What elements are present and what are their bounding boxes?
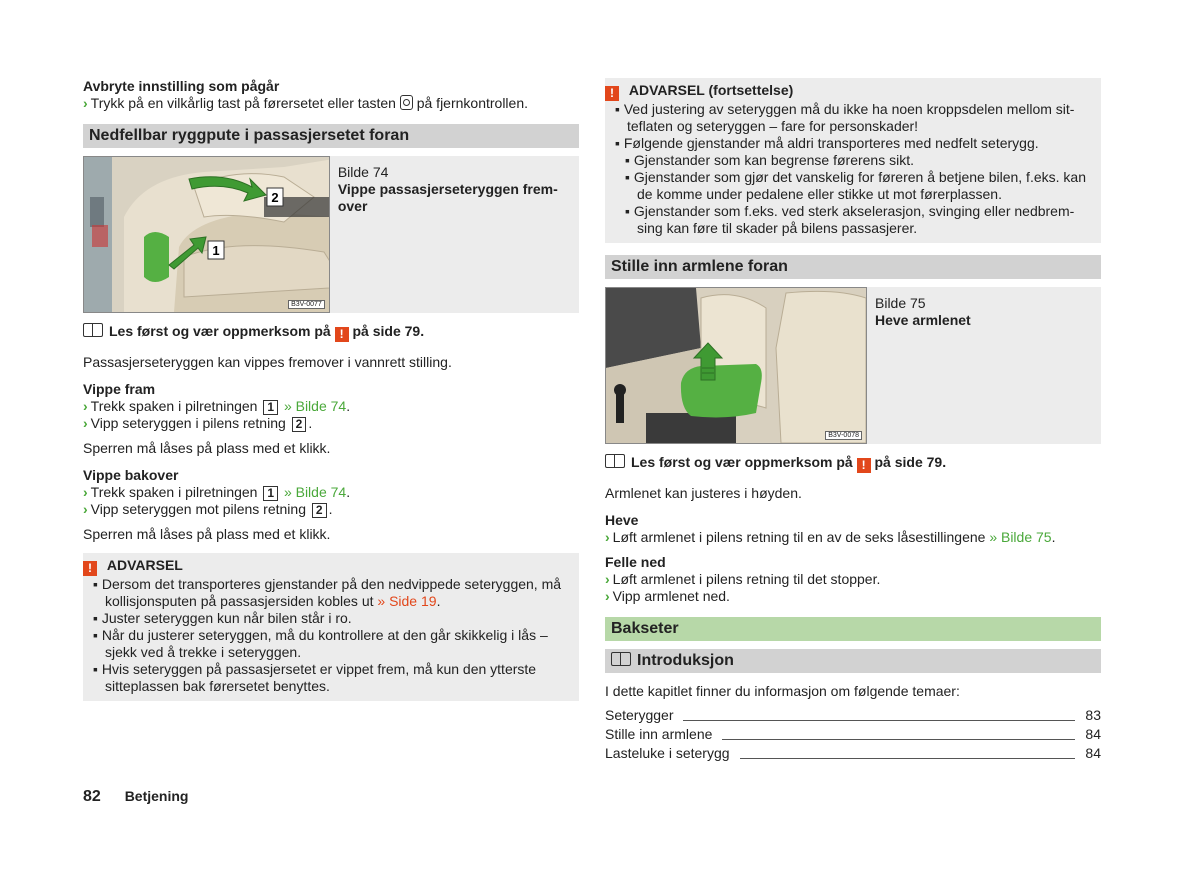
warning-icon: ! (335, 327, 349, 342)
warning-icon: ! (857, 458, 871, 473)
warning-icon: ! (83, 561, 97, 576)
warning-item: ▪ Hvis seteryggen på passasjersetet er vippet frem, må kun den ytterste sitteplassen bak førersetet benyttes. (93, 661, 537, 694)
back-title: Vippe bakover (83, 467, 179, 483)
figure-code: B3V-0077 (288, 300, 325, 309)
toc-leader (740, 758, 1076, 759)
toc-page: 83 (1085, 707, 1101, 723)
warning-item: ▪ Dersom det transporteres gjenstander på den nedvippede seteryggen, må kollisjonsputen på passasjersiden kobles ut » Side 19. (93, 576, 562, 609)
warning-subitem: ▪ Gjenstander som f.eks. ved sterk akselerasjon, svinging eller nedbrem-sing kan føre til skader på bilens passasjerer. (625, 203, 1075, 236)
figure-code: B3V-0078 (825, 431, 862, 440)
step-arrow-icon: › (605, 529, 610, 545)
left-column (83, 78, 579, 701)
footer-section: Betjening (124, 788, 189, 804)
warning-icon: ! (605, 86, 619, 101)
marker-box: 2 (292, 417, 307, 432)
figure-label: Bilde 74 (337, 164, 389, 180)
intro-text: Passasjerseteryggen kan vippes fremover i vannrett stilling. (83, 354, 452, 370)
armrest-image (605, 287, 867, 444)
page-link[interactable]: » Side 19 (377, 593, 437, 609)
toc-label: Lasteluke i seterygg (605, 745, 730, 761)
toc-leader (722, 739, 1075, 740)
abort-instruction: › Trykk på en vilkårlig tast på førersetet eller tasten på fjernkontrollen. (83, 95, 529, 111)
lower-step-2: › Vipp armlenet ned. (605, 588, 730, 604)
forward-title: Vippe fram (83, 381, 156, 397)
warning-title: ! ADVARSEL (fortsettelse) (605, 82, 1091, 101)
read-first-note: Les først og vær oppmerksom på ! på side 79. (605, 454, 1101, 473)
figure-link[interactable]: » Bilde 75 (989, 529, 1052, 545)
section-title-seat-back: Nedfellbar ryggpute i passasjersetet foran (83, 124, 579, 148)
raise-step: › Løft armlenet i pilens retning til en av de seks låsestillingene » Bilde 75. (605, 529, 1056, 545)
raise-title: Heve (605, 512, 639, 528)
step-arrow-icon: › (83, 95, 88, 111)
toc-label: Stille inn armlene (605, 726, 713, 742)
toc-label: Seterygger (605, 707, 674, 723)
book-icon (83, 323, 103, 337)
warning-item: ▪ Ved justering av seteryggen må du ikke ha noen kroppsdelen mellom sit-teflaten og seteryggen – fare for personskader! (615, 101, 1075, 134)
figure-caption (867, 287, 979, 444)
figure-marker-1: 1 (212, 243, 220, 258)
warning-item: ▪ Juster seteryggen kun når bilen står i ro. (93, 610, 352, 626)
warning-item: ▪ Følgende gjenstander må aldri transporteres med nedfelt seterygg. (615, 135, 1039, 151)
step-arrow-icon: › (605, 588, 610, 604)
seat-illustration (84, 157, 330, 312)
figure-title: Heve armlenet (875, 312, 971, 328)
marker-box: 2 (312, 503, 327, 518)
lower-title: Felle ned (605, 554, 666, 570)
figure-marker-2: 2 (271, 190, 279, 205)
figure-75 (605, 287, 1101, 444)
marker-box: 1 (263, 486, 278, 501)
back-step-1: › Trekk spaken i pilretningen 1 » Bilde 74. (83, 484, 351, 500)
warning-subitem: ▪ Gjenstander som kan begrense førerens sikt. (625, 152, 914, 168)
page-footer (83, 788, 188, 806)
section-title-introduction: Introduksjon (605, 649, 1101, 673)
intro-text: Armlenet kan justeres i høyden. (605, 485, 802, 501)
figure-label: Bilde 75 (875, 295, 926, 311)
figure-caption (330, 156, 579, 313)
right-column (605, 78, 1101, 763)
lock-note: Sperren må låses på plass med et klikk. (83, 440, 331, 456)
toc-row[interactable] (605, 706, 1101, 725)
step-arrow-icon: › (83, 484, 88, 500)
step-arrow-icon: › (83, 398, 88, 414)
chapter-title-rear-seats: Bakseter (605, 617, 1101, 641)
forward-step-2: › Vipp seteryggen i pilens retning 2 . (83, 415, 313, 431)
book-icon (605, 454, 625, 468)
table-of-contents (605, 706, 1101, 763)
seat-image (83, 156, 330, 313)
abort-title: Avbryte innstilling som pågår (83, 78, 280, 94)
remote-key-icon (400, 95, 413, 110)
marker-box: 1 (263, 400, 278, 415)
chapter-intro-text: I dette kapitlet finner du informasjon om følgende temaer: (605, 683, 960, 699)
warning-box-continued (605, 78, 1101, 243)
figure-title: Vippe passasjerseteryggen frem-over (337, 181, 558, 214)
section-title-armrest: Stille inn armlene foran (605, 255, 1101, 279)
warning-item: ▪ Når du justerer seteryggen, må du kontrollere at den går skikkelig i lås – sjekk ved å trekke i seteryggen. (93, 627, 548, 660)
armrest-illustration (606, 288, 866, 443)
toc-row[interactable] (605, 725, 1101, 744)
figure-link[interactable]: » Bilde 74 (283, 484, 347, 500)
step-arrow-icon: › (83, 415, 88, 431)
toc-page: 84 (1085, 745, 1101, 761)
toc-page: 84 (1085, 726, 1101, 742)
warning-box (83, 553, 579, 701)
lock-note: Sperren må låses på plass med et klikk. (83, 526, 331, 542)
page-number: 82 (83, 788, 101, 805)
back-step-2: › Vipp seteryggen mot pilens retning 2 . (83, 501, 333, 517)
toc-leader (683, 720, 1075, 721)
figure-74 (83, 156, 579, 313)
warning-title: ! ADVARSEL (83, 557, 569, 576)
step-arrow-icon: › (83, 501, 88, 517)
toc-row[interactable] (605, 744, 1101, 763)
lower-step-1: › Løft armlenet i pilens retning til det stopper. (605, 571, 881, 587)
warning-subitem: ▪ Gjenstander som gjør det vanskelig for føreren å betjene bilen, f.eks. kan de komme under pedalene eller stikke ut mot førerplassen. (625, 169, 1086, 202)
book-icon (611, 652, 631, 666)
figure-link[interactable]: » Bilde 74 (283, 398, 347, 414)
step-arrow-icon: › (605, 571, 610, 587)
forward-step-1: › Trekk spaken i pilretningen 1 » Bilde 74. (83, 398, 351, 414)
read-first-note: Les først og vær oppmerksom på ! på side 79. (83, 323, 579, 342)
